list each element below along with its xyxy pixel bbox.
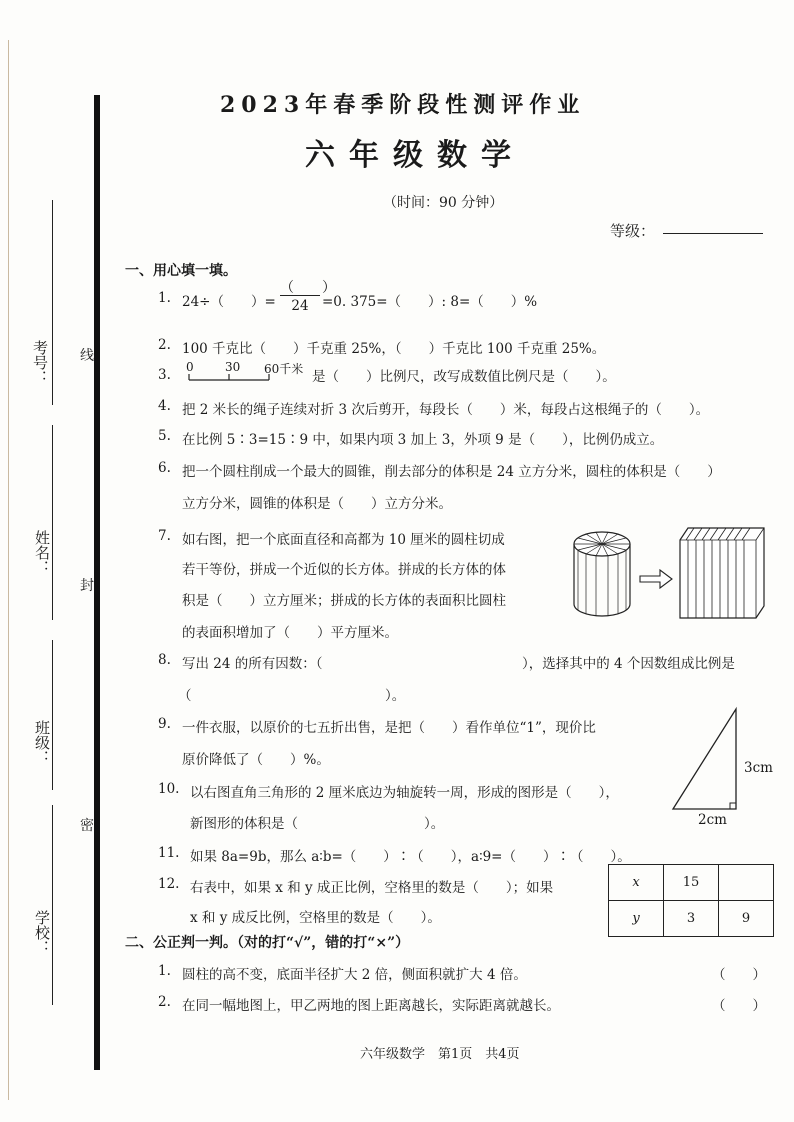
q7-line4: 的表面积增加了（ ）平方厘米。 [182, 625, 398, 641]
q10-base-label: 2cm [698, 812, 727, 828]
q3-scale-bar [186, 372, 276, 382]
q3-number: 3. [158, 367, 171, 383]
table-cell: y [609, 901, 664, 937]
q12-xy-table [608, 864, 774, 937]
q5-number: 5. [158, 428, 171, 444]
q10-height-label: 3cm [744, 760, 773, 776]
q6-line2: 立方分米，圆锥的体积是（ ）立方分米。 [182, 496, 452, 512]
section1-title: 一、用心填一填。 [125, 263, 237, 279]
j1-text: 圆柱的高不变，底面半径扩大 2 倍，侧面积就扩大 4 倍。 [182, 967, 527, 983]
margin-edge-line [8, 40, 9, 1100]
j1-number: 1. [158, 963, 171, 979]
q1-fraction[interactable] [280, 280, 336, 314]
school-field[interactable] [52, 805, 53, 1005]
q10-line2b: ）。 [424, 816, 445, 832]
q11-text: 如果 8a=9b，那么 a∶b=（ ）∶（ ），a∶9=（ ）∶（ ）。 [190, 849, 631, 865]
q1-text-b: =0. 375=（ ）: 8=（ ）% [322, 294, 538, 310]
q8-line1b: ），选择其中的 4 个因数组成比例是 [522, 656, 735, 672]
q2-text: 100 千克比（ ）千克重 25%，（ ）千克比 100 千克重 25%。 [182, 341, 606, 357]
exam-no-label: 考号： [31, 340, 49, 385]
exam-time: （时间：90 分钟） [383, 195, 504, 211]
name-field[interactable] [52, 425, 53, 620]
q7-cylinder-figure [568, 522, 768, 622]
q3-text: 是（ ）比例尺，改写成数值比例尺是（ ）。 [312, 369, 616, 385]
q4-text: 把 2 米长的绳子连续对折 3 次后剪开，每段长（ ）米，每段占这根绳子的（ ）。 [182, 402, 710, 418]
q1-fraction-denominator: 24 [291, 298, 309, 314]
j1-answer-mark[interactable]: （ ） [712, 967, 766, 983]
q9-line2: 原价降低了（ ）%。 [182, 752, 330, 768]
q3-scale-60: 60千米 [264, 362, 304, 376]
j2-text: 在同一幅地图上，甲乙两地的图上距离越长，实际距离就越长。 [182, 998, 560, 1014]
q1-text-a: 24÷（ ）= [182, 294, 276, 310]
exam-title: 2023年春季阶段性测评作业 [220, 92, 586, 118]
q3-scale-30: 30 [225, 360, 241, 374]
table-row [609, 901, 774, 937]
q8-line1a: 写出 24 的所有因数：（ [182, 656, 323, 672]
table-cell: 15 [664, 865, 719, 901]
q10-number: 10. [158, 781, 180, 797]
binding-line [94, 95, 100, 1070]
q8-number: 8. [158, 652, 171, 668]
page-footer: 六年级数学 第1页 共4页 [360, 1047, 520, 1062]
j2-answer-mark[interactable]: （ ） [712, 998, 766, 1014]
q2-number: 2. [158, 337, 171, 353]
q12-line2: x 和 y 成反比例，空格里的数是（ ）。 [190, 910, 441, 926]
q12-number: 12. [158, 876, 180, 892]
seal-mark-mi: 密 [80, 818, 94, 834]
q1-number: 1. [158, 290, 171, 306]
q6-line1: 把一个圆柱削成一个最大的圆锥，削去部分的体积是 24 立方分米，圆柱的体积是（ ） [182, 464, 721, 480]
q12-line1: 右表中，如果 x 和 y 成正比例，空格里的数是（ ）；如果 [190, 880, 554, 896]
name-label: 姓名： [33, 530, 51, 575]
class-label: 班级： [33, 720, 51, 765]
table-row [609, 865, 774, 901]
q10-line2: 新图形的体积是（ [190, 816, 298, 832]
seal-mark-line: 线 [80, 348, 94, 364]
grade-label: 等级： [610, 222, 656, 240]
table-cell-blank[interactable] [719, 865, 774, 901]
q6-number: 6. [158, 460, 171, 476]
subject-title: 六年级数学 [305, 138, 525, 173]
class-field[interactable] [52, 640, 53, 790]
table-cell: 9 [719, 901, 774, 937]
table-cell: x [609, 865, 664, 901]
q3-scale-0: 0 [186, 360, 194, 374]
q9-number: 9. [158, 716, 171, 732]
q7-line3: 积是（ ）立方厘米；拼成的长方体的表面积比圆柱 [182, 593, 506, 609]
seal-mark-feng: 封 [80, 578, 94, 594]
q10-line1: 以右图直角三角形的 2 厘米底边为轴旋转一周，形成的图形是（ ）， [190, 785, 619, 801]
exam-no-field[interactable] [52, 200, 53, 405]
q5-text: 在比例 5∶3=15∶9 中，如果内项 3 加上 3，外项 9 是（ ），比例仍成立。 [182, 432, 664, 448]
table-cell: 3 [664, 901, 719, 937]
q7-number: 7. [158, 528, 171, 544]
q10-triangle-figure [670, 705, 740, 815]
j2-number: 2. [158, 994, 171, 1010]
q11-number: 11. [158, 845, 180, 861]
section2-title: 二、公正判一判。（对的打“√”，错的打“×”） [125, 935, 410, 951]
grade-input[interactable] [663, 233, 763, 234]
q8-line2a: （ [178, 688, 192, 704]
q7-line2: 若干等份，拼成一个近似的长方体。拼成的长方体的体 [182, 562, 506, 578]
school-label: 学校： [33, 910, 51, 955]
q7-line1: 如右图，把一个底面直径和高都为 10 厘米的圆柱切成 [182, 532, 505, 548]
q1-fraction-numerator: （ ） [280, 280, 336, 296]
q9-line1: 一件衣服，以原价的七五折出售，是把（ ）看作单位“1”，现价比 [182, 720, 596, 736]
q4-number: 4. [158, 398, 171, 414]
q8-line2b: ）。 [385, 688, 406, 704]
